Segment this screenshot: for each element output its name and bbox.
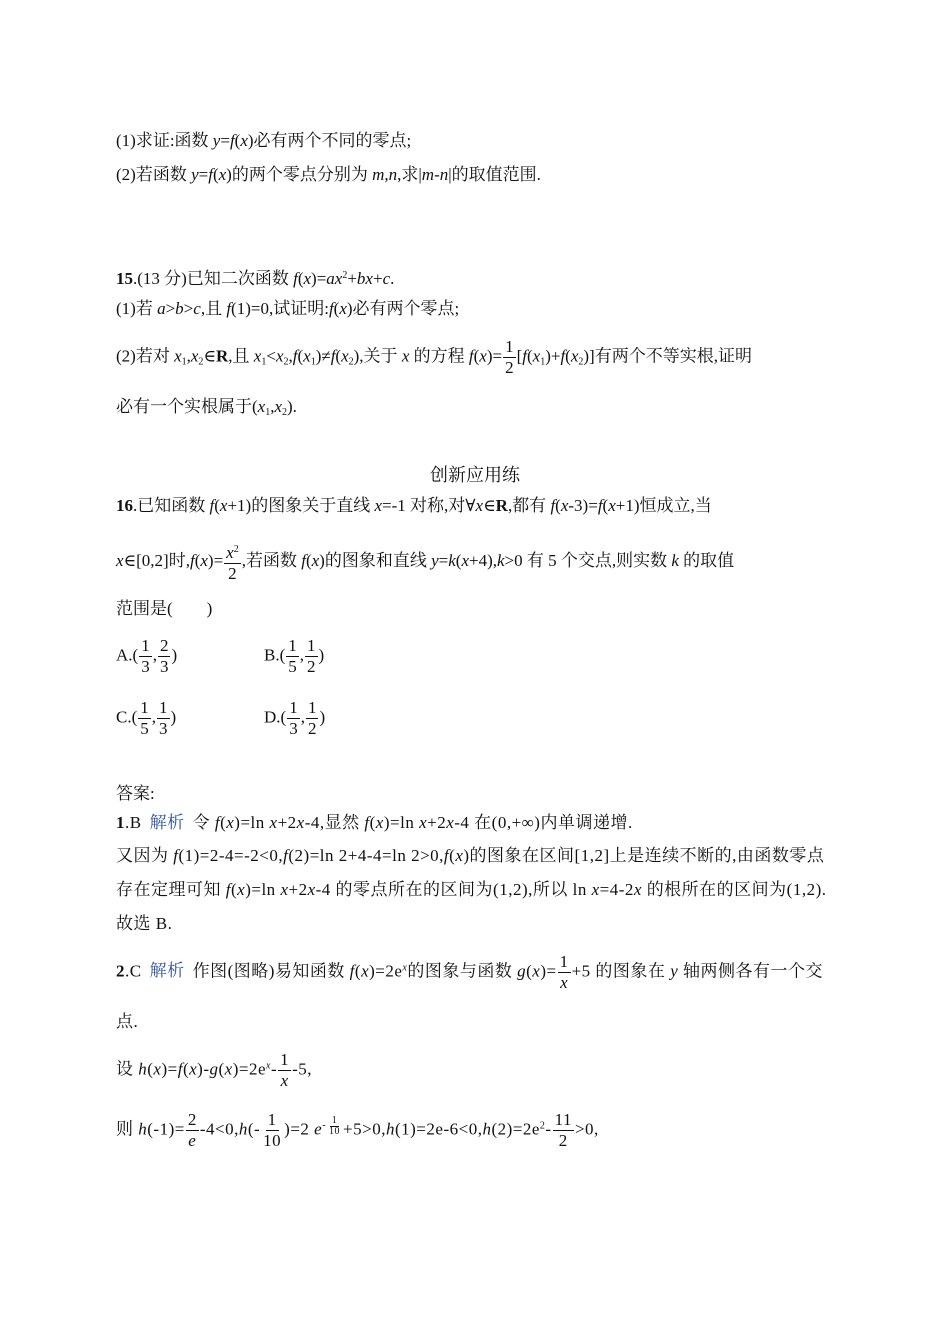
fraction-half: $\frac{1}{2}$ xyxy=(505,337,514,377)
q15-number: 15 xyxy=(116,269,133,288)
q16-number: 16 xyxy=(116,496,133,515)
option-b: B.( $\frac{1}{5}$ , $\frac{1}{2}$ ) xyxy=(264,636,325,676)
analysis-tag: 解析 xyxy=(149,961,185,981)
answers-heading: 答案: xyxy=(116,784,155,803)
analysis-tag: 解析 xyxy=(149,813,185,832)
option-d: D.( $\frac{1}{3}$ , $\frac{1}{2}$ ) xyxy=(264,698,326,738)
answer-1-line1: 1.B 解析 令 f(x)=ln x+2x-4,显然 f(x)=ln x+2x-4 在(0,+∞)内单调递增. xyxy=(116,813,633,832)
q16-line1: 16.已知函数 f(x+1)的图象关于直线 x=-1 对称,对∀x∈R,都有 f(x-3)=f(x+1)恒成立,当 xyxy=(116,496,712,515)
q15-intro: 15.(13 分)已知二次函数 $f(x)=ax^2+bx+c$. xyxy=(116,269,395,288)
answer-1-line4: 故选 B. xyxy=(116,914,173,933)
fraction-x2-over-2: $\frac{x^2}{2}$ xyxy=(224,540,241,584)
answer-1-line3: 存在定理可知 f(x)=ln x+2x-4 的零点所在的区间为(1,2),所以 ln x=4-2x 的根所在的区间为(1,2). xyxy=(116,880,827,899)
q15-part2: (2)若对 $x_1,x_2\in R$,且 $x_1<x_2,f(x_1)\ne f(x_2)$,关于 x 的方程 f(x)= $\frac{1}{2}$ $[f(x_1)+f(x_2)]$有两个不等实根,证明 xyxy=(116,337,752,377)
q16-line3: 范围是( ) xyxy=(116,599,213,618)
option-c: C.( $\frac{1}{5}$ , $\frac{1}{3}$ ) xyxy=(116,698,177,738)
section-title: 创新应用练 xyxy=(430,465,520,485)
q16-line2: x∈[0,2]时,f(x)= $\frac{x^2}{2}$ ,若函数 f(x)的图象和直线 y=k(x+4),k>0 有 5 个交点,则实数 k 的取值 xyxy=(116,540,734,584)
q14-part1: (1)求证:函数 y=f(x)必有两个不同的零点; xyxy=(116,131,412,150)
answer-2-line3: 则 h(-1)= $\frac{2}{e}$ -4<0,h(- $\frac{1}{10}$ )=2 $e^{- \frac{1}{10}}$ $+5>0,h(1)=2e-6<0,h(2)=2e^2-$ $\frac{11}{2}$ >0, xyxy=(116,1110,599,1150)
answer-2-line1-end: 点. xyxy=(116,1012,139,1031)
option-a: A.( $\frac{1}{3}$ , $\frac{2}{3}$ ) xyxy=(116,636,178,676)
q15-part1: (1)若 a>b>c,且 f(1)=0,试证明:f(x)必有两个零点; xyxy=(116,299,460,318)
q15-part2-cont: 必有一个实根属于$(x_1,x_2)$. xyxy=(116,397,297,418)
q14-part2: (2)若函数 y=f(x)的两个零点分别为 m,n,求|m-n|的取值范围. xyxy=(116,165,541,184)
answer-1-line2: 又因为 f(1)=2-4=-2<0,f(2)=ln 2+4-4=ln 2>0,f(x)的图象在区间[1,2]上是连续不断的,由函数零点 xyxy=(116,846,825,865)
answer-2-line2: 设 $h(x)=f(x)-g(x)=2e^x-$ $\frac{1}{x}$ -5, xyxy=(116,1050,313,1090)
answer-2-line1: 2.C 解析 作图(图略)易知函数 $f(x)=2e^x$的图象与函数 g(x)= $\frac{1}{x}$ +5 的图象在 y 轴两侧各有一个交 xyxy=(116,952,823,992)
